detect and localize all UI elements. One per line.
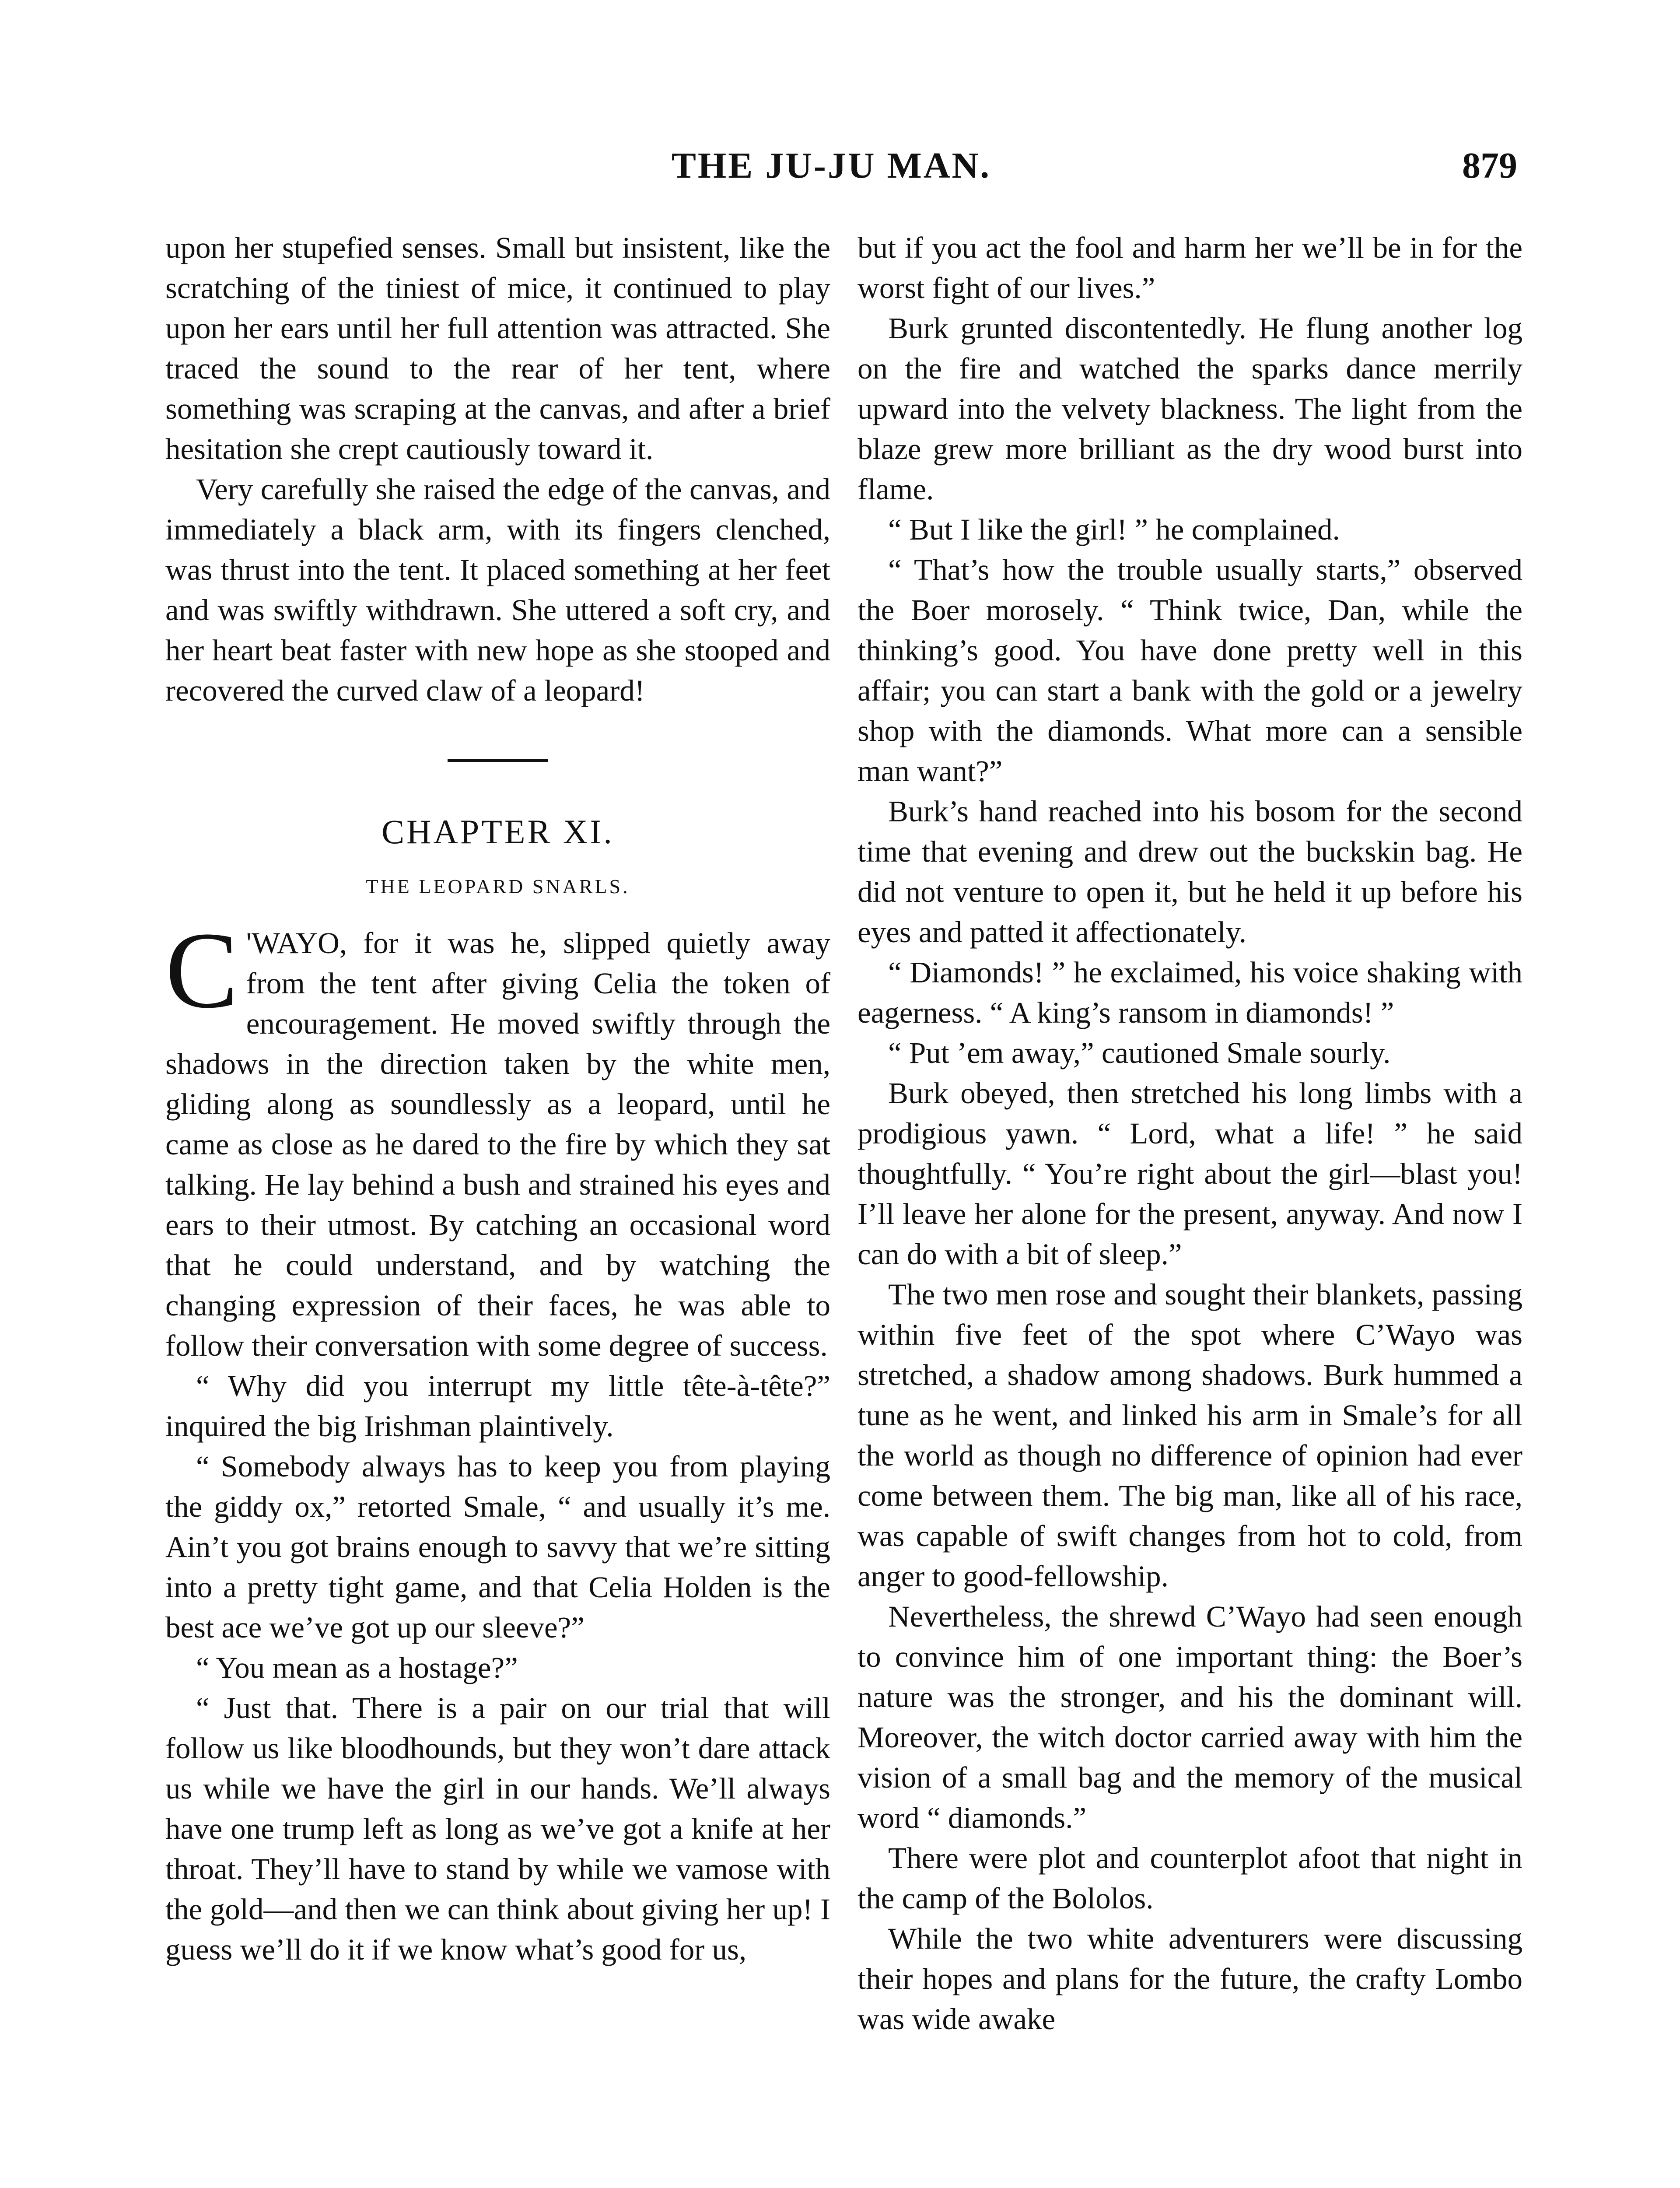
right-column <box>858 228 1522 2039</box>
paragraph: Burk grunted discontentedly. He flung another log on the fire and watched the sparks dance merrily upward into the velvety blackness. The light from the blaze grew more brilliant as the dry wood burst into flame. <box>858 312 1522 506</box>
paragraph: upon her stupefied senses. Small but insistent, like the scratching of the tiniest of mice, it continued to play upon her ears until her full attention was attracted. She traced the sound to the rear of her tent, where something was scraping at the canvas, and after a brief hesitation she crept cautiously toward it. <box>165 231 830 466</box>
paragraph: Burk obeyed, then stretched his long limbs with a prodigious yawn. “ Lord, what a life! ” he said thoughtfully. “ You’re right about the girl—blast you! I’ll leave her alone for the present, anyway. And now I can do with a bit of sleep.” <box>858 1076 1522 1271</box>
paragraph: “ But I like the girl! ” he complained. <box>888 513 1340 546</box>
paragraph: “ That’s how the trouble usually starts,” observed the Boer morosely. “ Think twice, Dan, while the thinking’s good. You have done pretty well in this affair; you can start a bank with the gold or a jewelry shop with the diamonds. What more can a sensible man want?” <box>858 553 1522 788</box>
paragraph: Very carefully she raised the edge of the canvas, and immediately a black arm, with its fingers clenched, was thrust into the tent. It placed something at her feet and was swiftly withdrawn. She uttered a soft cry, and her heart beat faster with new hope as she stooped and recovered the curved claw of a leopard! <box>165 473 830 707</box>
opening-paragraph-text: 'WAYO, for it was he, slipped quietly away from the tent after giving Celia the token of encouragement. He moved swiftly through the shadows in the direction taken by the white men, gliding along as soundlessly as a leopard, until he came as close as he dared to the fire by which they sat talking. He lay behind a bush and strained his eyes and ears to their utmost. By catching an occasional word that he could understand, and by watching the changing expression of their faces, he was able to follow their conversation with some degree of success. <box>165 926 830 1362</box>
section-divider <box>448 759 548 762</box>
chapter-title: CHAPTER XI. <box>382 813 614 851</box>
paragraph: “ Diamonds! ” he exclaimed, his voice shaking with eagerness. “ A king’s ransom in diamonds! ” <box>858 956 1522 1029</box>
left-column <box>165 228 830 1970</box>
paragraph: but if you act the fool and harm her we’ll be in for the worst fight of our lives.” <box>858 231 1522 305</box>
chapter-subtitle: THE LEOPARD SNARLS. <box>366 875 630 898</box>
running-title: THE JU-JU MAN. <box>671 145 991 186</box>
paragraph: The two men rose and sought their blankets, passing within five feet of the spot where C’Wayo was stretched, a shadow among shadows. Burk hummed a tune as he went, and linked his arm in Smale’s for all the world as though no difference of opinion had ever come between them. The big man, like all of his race, was capable of swift changes from hot to cold, from anger to good-fellowship. <box>858 1278 1522 1593</box>
paragraph: “ Why did you interrupt my little tête-à-tête?” inquired the big Irishman plaintively. <box>165 1369 830 1443</box>
drop-cap: C <box>165 910 238 1031</box>
paragraph: “ Just that. There is a pair on our trial that will follow us like bloodhounds, but they won’t dare attack us while we have the girl in our hands. We’ll always have one trump left as long as we’ve got a knife at her throat. They’ll have to stand by while we vamose with the gold—and then we can think about giving her up! I guess we’ll do it if we know what’s good for us, <box>165 1691 830 1966</box>
page-number: 879 <box>1462 145 1517 186</box>
paragraph: “ You mean as a hostage?” <box>196 1651 518 1684</box>
paragraph: “ Somebody always has to keep you from playing the giddy ox,” retorted Smale, “ and usually it’s me. Ain’t you got brains enough to savvy that we’re sitting into a pretty tight game, and that Celia Holden is the best ace we’ve got up our sleeve?” <box>165 1450 830 1644</box>
paragraph: While the two white adventurers were discussing their hopes and plans for the future, the crafty Lombo was wide awake <box>858 1922 1522 2036</box>
opening-paragraph <box>165 910 830 1366</box>
paragraph: There were plot and counterplot afoot that night in the camp of the Bololos. <box>858 1841 1522 1915</box>
paragraph: Burk’s hand reached into his bosom for the second time that evening and drew out the buckskin bag. He did not venture to open it, but he held it up before his eyes and patted it affectionately. <box>858 795 1522 949</box>
paragraph: “ Put ’em away,” cautioned Smale sourly. <box>888 1036 1391 1069</box>
paragraph: Nevertheless, the shrewd C’Wayo had seen enough to convince him of one important thing: the Boer’s nature was the stronger, and his the dominant will. Moreover, the witch doctor carried away with him the vision of a small bag and the memory of the musical word “ diamonds.” <box>858 1600 1522 1834</box>
